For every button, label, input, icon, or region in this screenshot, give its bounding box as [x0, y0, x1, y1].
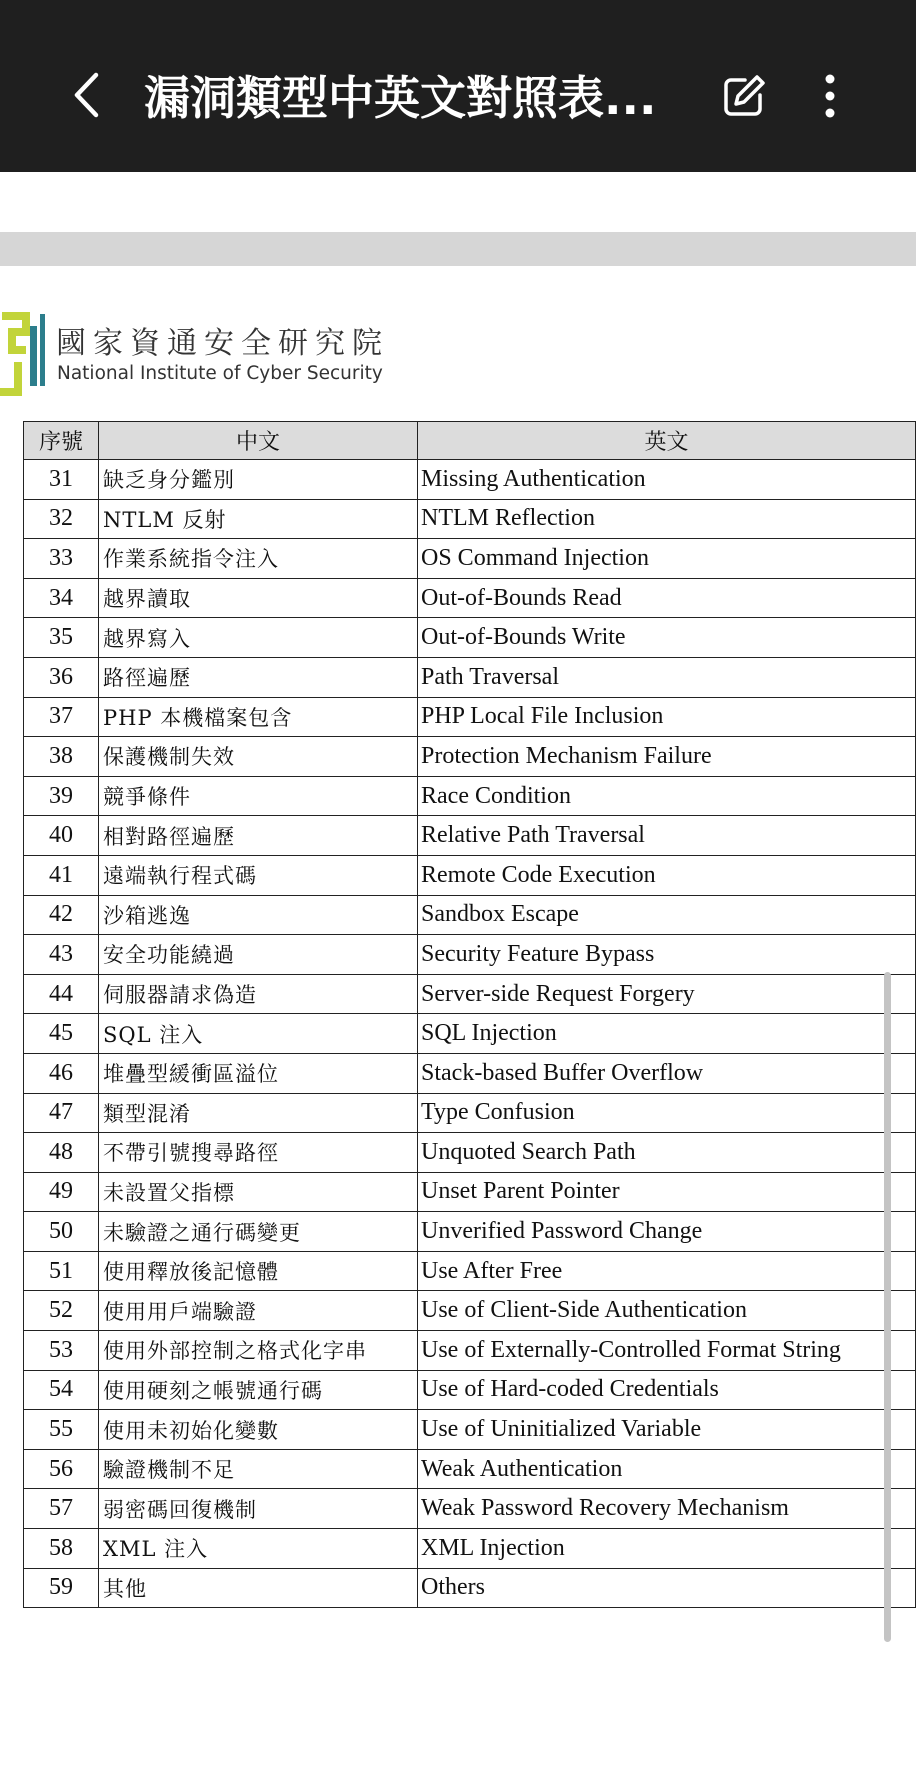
row-number: 47: [24, 1093, 99, 1133]
table-row: [24, 1053, 916, 1093]
table-row: [24, 1568, 916, 1608]
row-english: Race Condition: [418, 776, 916, 816]
row-english: Unset Parent Pointer: [418, 1172, 916, 1212]
row-english: XML Injection: [418, 1529, 916, 1569]
row-chinese: 未驗證之通行碼變更: [99, 1212, 418, 1252]
row-chinese: PHP 本機檔案包含: [99, 697, 418, 737]
table-row: [24, 1410, 916, 1450]
row-chinese: 類型混淆: [99, 1093, 418, 1133]
table-row: [24, 1014, 916, 1054]
row-number: 46: [24, 1053, 99, 1093]
row-number: 40: [24, 816, 99, 856]
row-english: SQL Injection: [418, 1014, 916, 1054]
table-row: [24, 737, 916, 777]
row-number: 48: [24, 1133, 99, 1173]
row-number: 51: [24, 1251, 99, 1291]
table-row: [24, 895, 916, 935]
row-chinese: 不帶引號搜尋路徑: [99, 1133, 418, 1173]
row-english: Use of Uninitialized Variable: [418, 1410, 916, 1450]
row-chinese: 遠端執行程式碼: [99, 855, 418, 895]
row-number: 54: [24, 1370, 99, 1410]
table-row: [24, 935, 916, 975]
row-number: 58: [24, 1529, 99, 1569]
row-chinese: 使用未初始化變數: [99, 1410, 418, 1450]
table-header-row: [24, 422, 916, 460]
row-number: 45: [24, 1014, 99, 1054]
row-english: Relative Path Traversal: [418, 816, 916, 856]
row-english: Out-of-Bounds Read: [418, 578, 916, 618]
row-number: 55: [24, 1410, 99, 1450]
row-chinese: 弱密碼回復機制: [99, 1489, 418, 1529]
table-row: [24, 578, 916, 618]
app-bar: [0, 0, 916, 172]
header-number: 序號: [24, 422, 99, 460]
row-english: Out-of-Bounds Write: [418, 618, 916, 658]
row-chinese: NTLM 反射: [99, 499, 418, 539]
row-number: 52: [24, 1291, 99, 1331]
row-number: 43: [24, 935, 99, 975]
row-english: Server-side Request Forgery: [418, 974, 916, 1014]
row-number: 39: [24, 776, 99, 816]
table-row: [24, 1529, 916, 1569]
row-chinese: 使用釋放後記憶體: [99, 1251, 418, 1291]
row-number: 44: [24, 974, 99, 1014]
back-button[interactable]: [58, 60, 114, 130]
row-number: 49: [24, 1172, 99, 1212]
row-english: Weak Password Recovery Mechanism: [418, 1489, 916, 1529]
org-name-chinese: 國家資通安全研究院: [56, 326, 389, 361]
table-row: [24, 499, 916, 539]
table-row: [24, 816, 916, 856]
row-english: Security Feature Bypass: [418, 935, 916, 975]
org-name-english: National Institute of Cyber Security: [57, 363, 383, 384]
row-number: 34: [24, 578, 99, 618]
table-row: [24, 1251, 916, 1291]
row-chinese: 堆疊型緩衝區溢位: [99, 1053, 418, 1093]
row-chinese: 越界寫入: [99, 618, 418, 658]
vulnerability-table: [23, 421, 916, 1608]
row-number: 32: [24, 499, 99, 539]
table-row: [24, 1370, 916, 1410]
table-row: [24, 1172, 916, 1212]
row-english: Use After Free: [418, 1251, 916, 1291]
row-chinese: 越界讀取: [99, 578, 418, 618]
row-english: Unverified Password Change: [418, 1212, 916, 1252]
row-number: 42: [24, 895, 99, 935]
table-row: [24, 1133, 916, 1173]
row-chinese: XML 注入: [99, 1529, 418, 1569]
row-english: Sandbox Escape: [418, 895, 916, 935]
row-english: Protection Mechanism Failure: [418, 737, 916, 777]
row-chinese: SQL 注入: [99, 1014, 418, 1054]
table-row: [24, 1291, 916, 1331]
row-chinese: 安全功能繞過: [99, 935, 418, 975]
row-chinese: 驗證機制不足: [99, 1449, 418, 1489]
row-chinese: 作業系統指令注入: [99, 539, 418, 579]
table-row: [24, 855, 916, 895]
row-number: 38: [24, 737, 99, 777]
edit-button[interactable]: [714, 66, 774, 126]
table-row: [24, 1093, 916, 1133]
row-english: Missing Authentication: [418, 460, 916, 500]
row-number: 37: [24, 697, 99, 737]
row-english: Remote Code Execution: [418, 855, 916, 895]
row-number: 59: [24, 1568, 99, 1608]
row-chinese: 競爭條件: [99, 776, 418, 816]
row-english: Type Confusion: [418, 1093, 916, 1133]
row-english: Weak Authentication: [418, 1449, 916, 1489]
table-row: [24, 697, 916, 737]
table-row: [24, 776, 916, 816]
row-chinese: 使用硬刻之帳號通行碼: [99, 1370, 418, 1410]
table-row: [24, 974, 916, 1014]
row-chinese: 使用用戶端驗證: [99, 1291, 418, 1331]
table-row: [24, 1331, 916, 1371]
row-english: Unquoted Search Path: [418, 1133, 916, 1173]
table-row: [24, 1449, 916, 1489]
row-number: 35: [24, 618, 99, 658]
chevron-left-icon: [72, 72, 100, 118]
more-vertical-icon: [824, 74, 836, 118]
row-number: 50: [24, 1212, 99, 1252]
row-chinese: 路徑遍歷: [99, 657, 418, 697]
row-number: 41: [24, 855, 99, 895]
row-english: Stack-based Buffer Overflow: [418, 1053, 916, 1093]
row-number: 53: [24, 1331, 99, 1371]
row-number: 56: [24, 1449, 99, 1489]
row-chinese: 其他: [99, 1568, 418, 1608]
edit-pencil-icon: [721, 73, 767, 119]
table-row: [24, 1489, 916, 1529]
row-english: Use of Externally-Controlled Format String: [418, 1331, 916, 1371]
page-separator: [0, 232, 916, 266]
row-number: 31: [24, 460, 99, 500]
table-row: [24, 460, 916, 500]
row-english: NTLM Reflection: [418, 499, 916, 539]
header-english: 英文: [418, 422, 916, 460]
row-chinese: 沙箱逃逸: [99, 895, 418, 935]
row-english: Use of Client-Side Authentication: [418, 1291, 916, 1331]
row-english: Use of Hard-coded Credentials: [418, 1370, 916, 1410]
table-row: [24, 539, 916, 579]
table-body: [24, 460, 916, 1608]
row-number: 36: [24, 657, 99, 697]
row-english: Path Traversal: [418, 657, 916, 697]
document-title: 漏洞類型中英文對照表...: [144, 71, 657, 125]
row-chinese: 伺服器請求偽造: [99, 974, 418, 1014]
row-number: 33: [24, 539, 99, 579]
table-row: [24, 1212, 916, 1252]
row-chinese: 缺乏身分鑑別: [99, 460, 418, 500]
row-chinese: 未設置父指標: [99, 1172, 418, 1212]
row-number: 57: [24, 1489, 99, 1529]
row-english: Others: [418, 1568, 916, 1608]
table-row: [24, 618, 916, 658]
row-chinese: 相對路徑遍歷: [99, 816, 418, 856]
row-chinese: 保護機制失效: [99, 737, 418, 777]
header-chinese: 中文: [99, 422, 418, 460]
row-english: PHP Local File Inclusion: [418, 697, 916, 737]
scrollbar[interactable]: [884, 972, 891, 1642]
table-row: [24, 657, 916, 697]
more-options-button[interactable]: [806, 66, 854, 126]
nics-logo-icon: [0, 310, 46, 396]
row-chinese: 使用外部控制之格式化字串: [99, 1331, 418, 1371]
row-english: OS Command Injection: [418, 539, 916, 579]
